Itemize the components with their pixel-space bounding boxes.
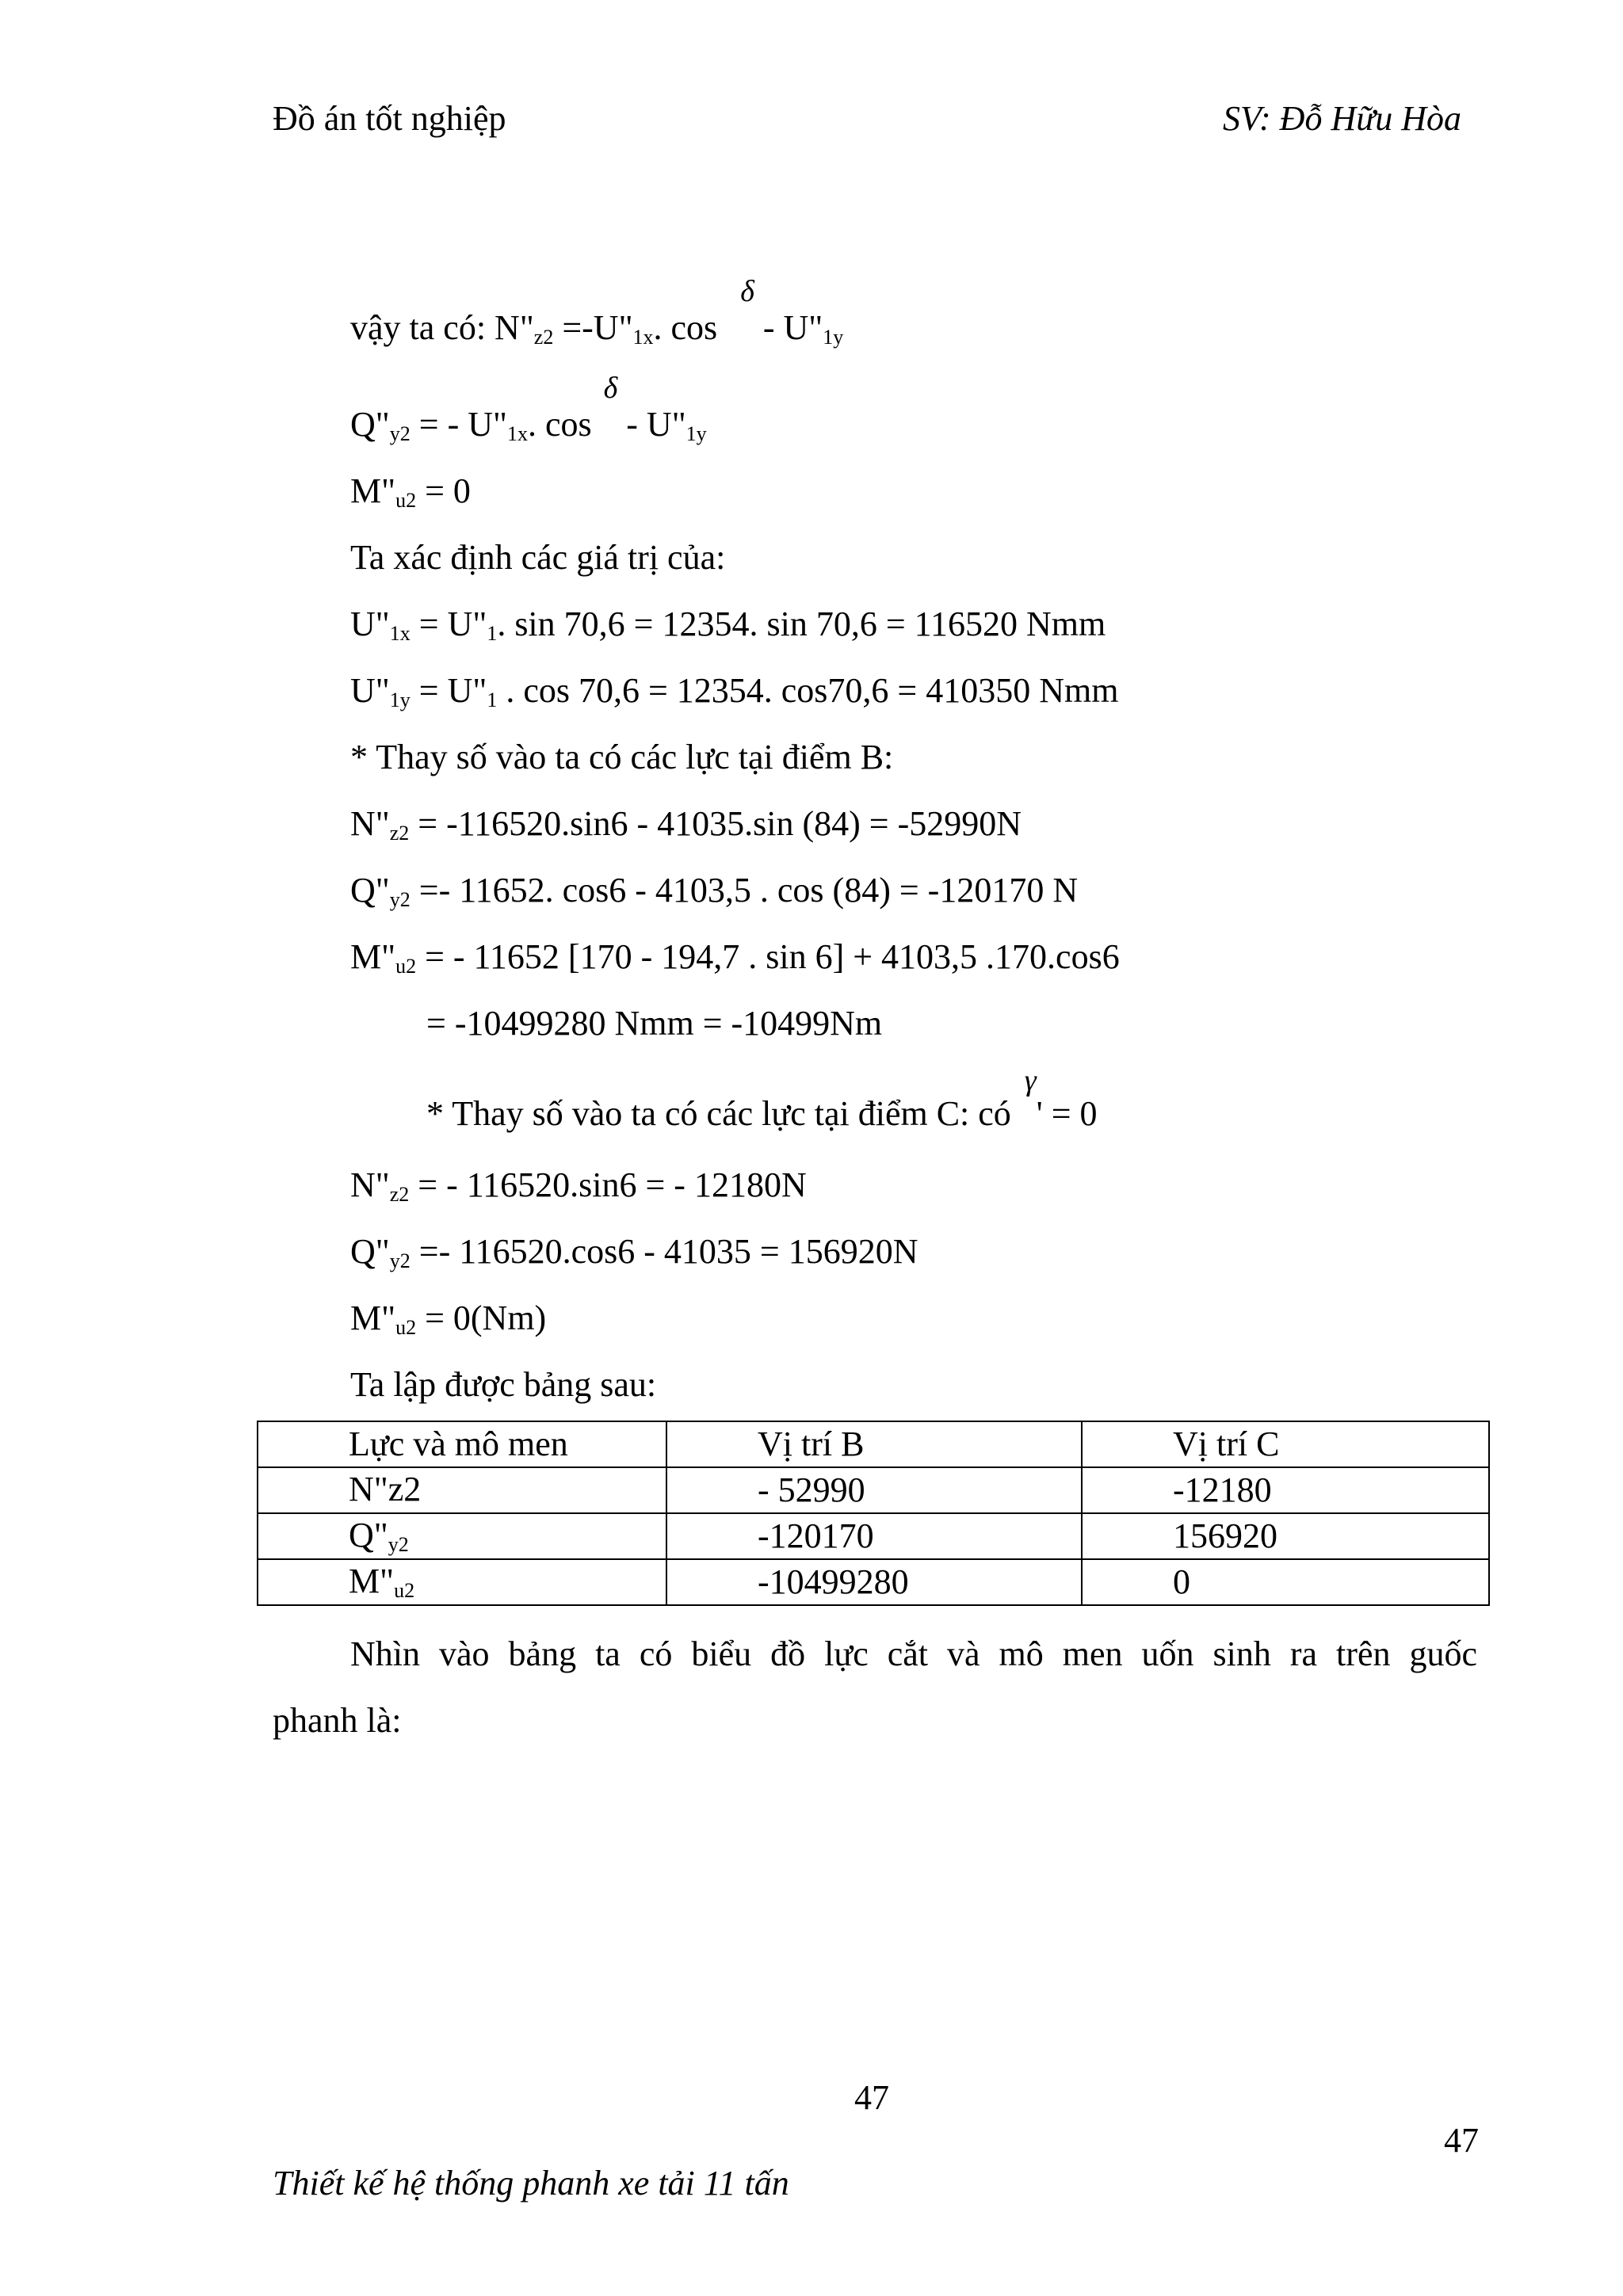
equation-m-u2-b: $M"_{u2}$ = - 11652 [170 - 194,7 . sin 6] + 4103,5 .170.cos6 (350, 937, 1120, 978)
table-cell: 0 (1082, 1559, 1489, 1605)
equation-q-y2: $Q"_{y2}$ = - $U"_{1x}$. cos δ - $U"_{1y}$ (350, 372, 707, 445)
page-number-center: 47 (854, 2078, 889, 2117)
table-header-cell: Vị trí B (666, 1421, 1082, 1467)
text-line: * Thay số vào ta có các lực tại điểm C: có γ' = 0 (426, 1064, 1098, 1133)
equation-q-y2-c: $Q"_{y2} =- 116520.\cos 6 - 41035 = 156920N$ (350, 1232, 918, 1272)
page-number-right: 47 (1444, 2121, 1479, 2160)
table-cell: -12180 (1082, 1467, 1489, 1513)
table-row (258, 1513, 1489, 1559)
footer-title: Thiết kế hệ thống phanh xe tải 11 tấn (273, 2164, 789, 2203)
header-left: Đồ án tốt nghiệp (273, 99, 506, 138)
table-header-cell: Lực và mô men (258, 1421, 666, 1467)
delta-symbol: δ (740, 275, 754, 308)
text-line: Ta lập được bảng sau: (350, 1365, 657, 1404)
equation-n-z2: vậy ta có: $N"_{z2}$ $=-U"_{1x}$. cos δ - $U"_{1y}$ (350, 275, 844, 349)
table-cell-label: N"z2 (258, 1467, 666, 1513)
equation-m-u2: $M"_{u2} = 0$ (350, 471, 471, 512)
equation-m-u2-c: $M"_{u2} = 0(Nm)$ (350, 1299, 547, 1339)
equation-q-y2-b: $Q"_{y2} =- 11652$. cos6 - 4103,5 . cos (84) = -120170 N (350, 871, 1079, 911)
table-header-row (258, 1421, 1489, 1467)
table-row (258, 1467, 1489, 1513)
table-header-cell: Vị trí C (1082, 1421, 1489, 1467)
gamma-symbol: γ (1024, 1064, 1037, 1097)
paragraph-line-1: Nhìn vào bảng ta có biểu đồ lực cắt và mô men uốn sinh ra trên guốc (350, 1634, 1477, 1673)
equation-n-z2-c: $N"_{z2}$ = - 116520.sin6 = - 12180N (350, 1165, 807, 1206)
table-cell-label: $M"_{u2}$ (258, 1559, 666, 1605)
equation-u1y: $U"_{1y}$ = $U"_1$ . cos 70,6 = 12354. cos70,6 = 410350 Nmm (350, 671, 1119, 711)
table-cell-label: $Q"_{y2}$ (258, 1513, 666, 1559)
delta-symbol: δ (603, 372, 618, 405)
table-cell: 156920 (1082, 1513, 1489, 1559)
equation-u1x: $U"_{1x}$ = $U"_1$. sin 70,6 = 12354. sin 70,6 = 116520 Nmm (350, 605, 1106, 645)
equation-m-u2-result: = -10499280 Nmm = -10499Nm (426, 1004, 883, 1043)
text-line: Ta xác định các giá trị của: (350, 538, 726, 577)
table-cell: -120170 (666, 1513, 1082, 1559)
table-cell: -10499280 (666, 1559, 1082, 1605)
paragraph-line-2: phanh là: (273, 1701, 402, 1740)
header-right: SV: Đỗ Hữu Hòa (1223, 99, 1461, 138)
table-cell: - 52990 (666, 1467, 1082, 1513)
table-row (258, 1559, 1489, 1605)
equation-n-z2-b: $N"_{z2} = -116520.\sin 6 - 41035.\sin$ (84) = -52990N (350, 804, 1022, 845)
forces-table (257, 1421, 1490, 1606)
text-line: * Thay số vào ta có các lực tại điểm B: (350, 738, 894, 776)
